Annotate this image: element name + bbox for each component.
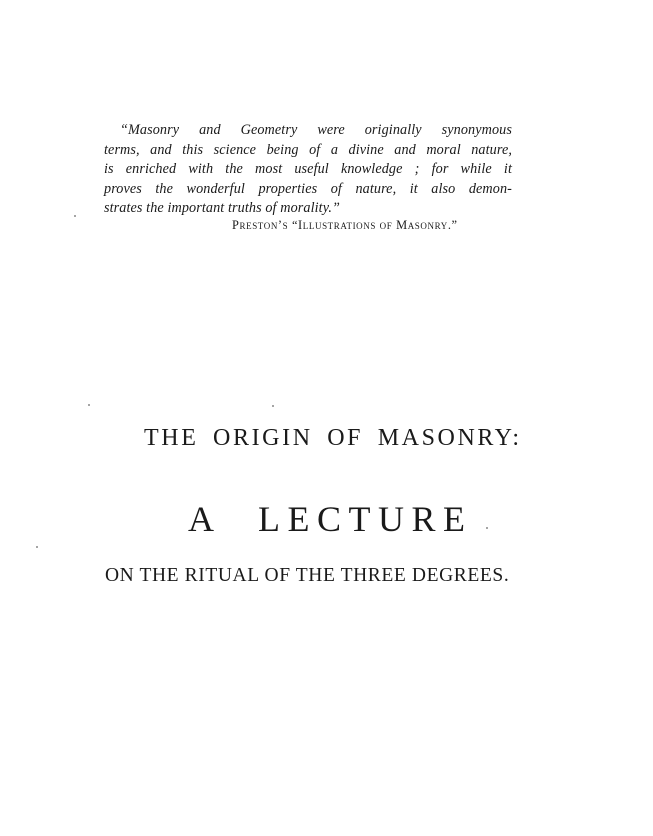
scan-speck [88,404,90,406]
epigraph-line: strates the important truths of morality.” [104,200,340,216]
scan-speck [272,405,274,407]
scan-speck [74,215,76,217]
epigraph-attribution: Preston’s “Illustrations of Masonry.” [232,218,458,232]
lecture-heading: A LECTURE [188,499,473,539]
epigraph-line: is enriched with the most useful knowledge ; for while it [104,161,512,177]
subtitle: ON THE RITUAL OF THE THREE DEGREES. [105,565,510,586]
epigraph-quote [104,121,512,219]
scan-speck [486,527,488,529]
scan-speck [36,546,38,548]
epigraph-line: terms, and this science being of a divine and moral nature, [104,141,512,158]
main-title: THE ORIGIN OF MASONRY: [144,425,522,451]
epigraph-line: “Masonry and Geometry were originally synonymous [120,122,512,138]
epigraph-line: proves the wonderful properties of nature, it also demon- [104,180,512,197]
